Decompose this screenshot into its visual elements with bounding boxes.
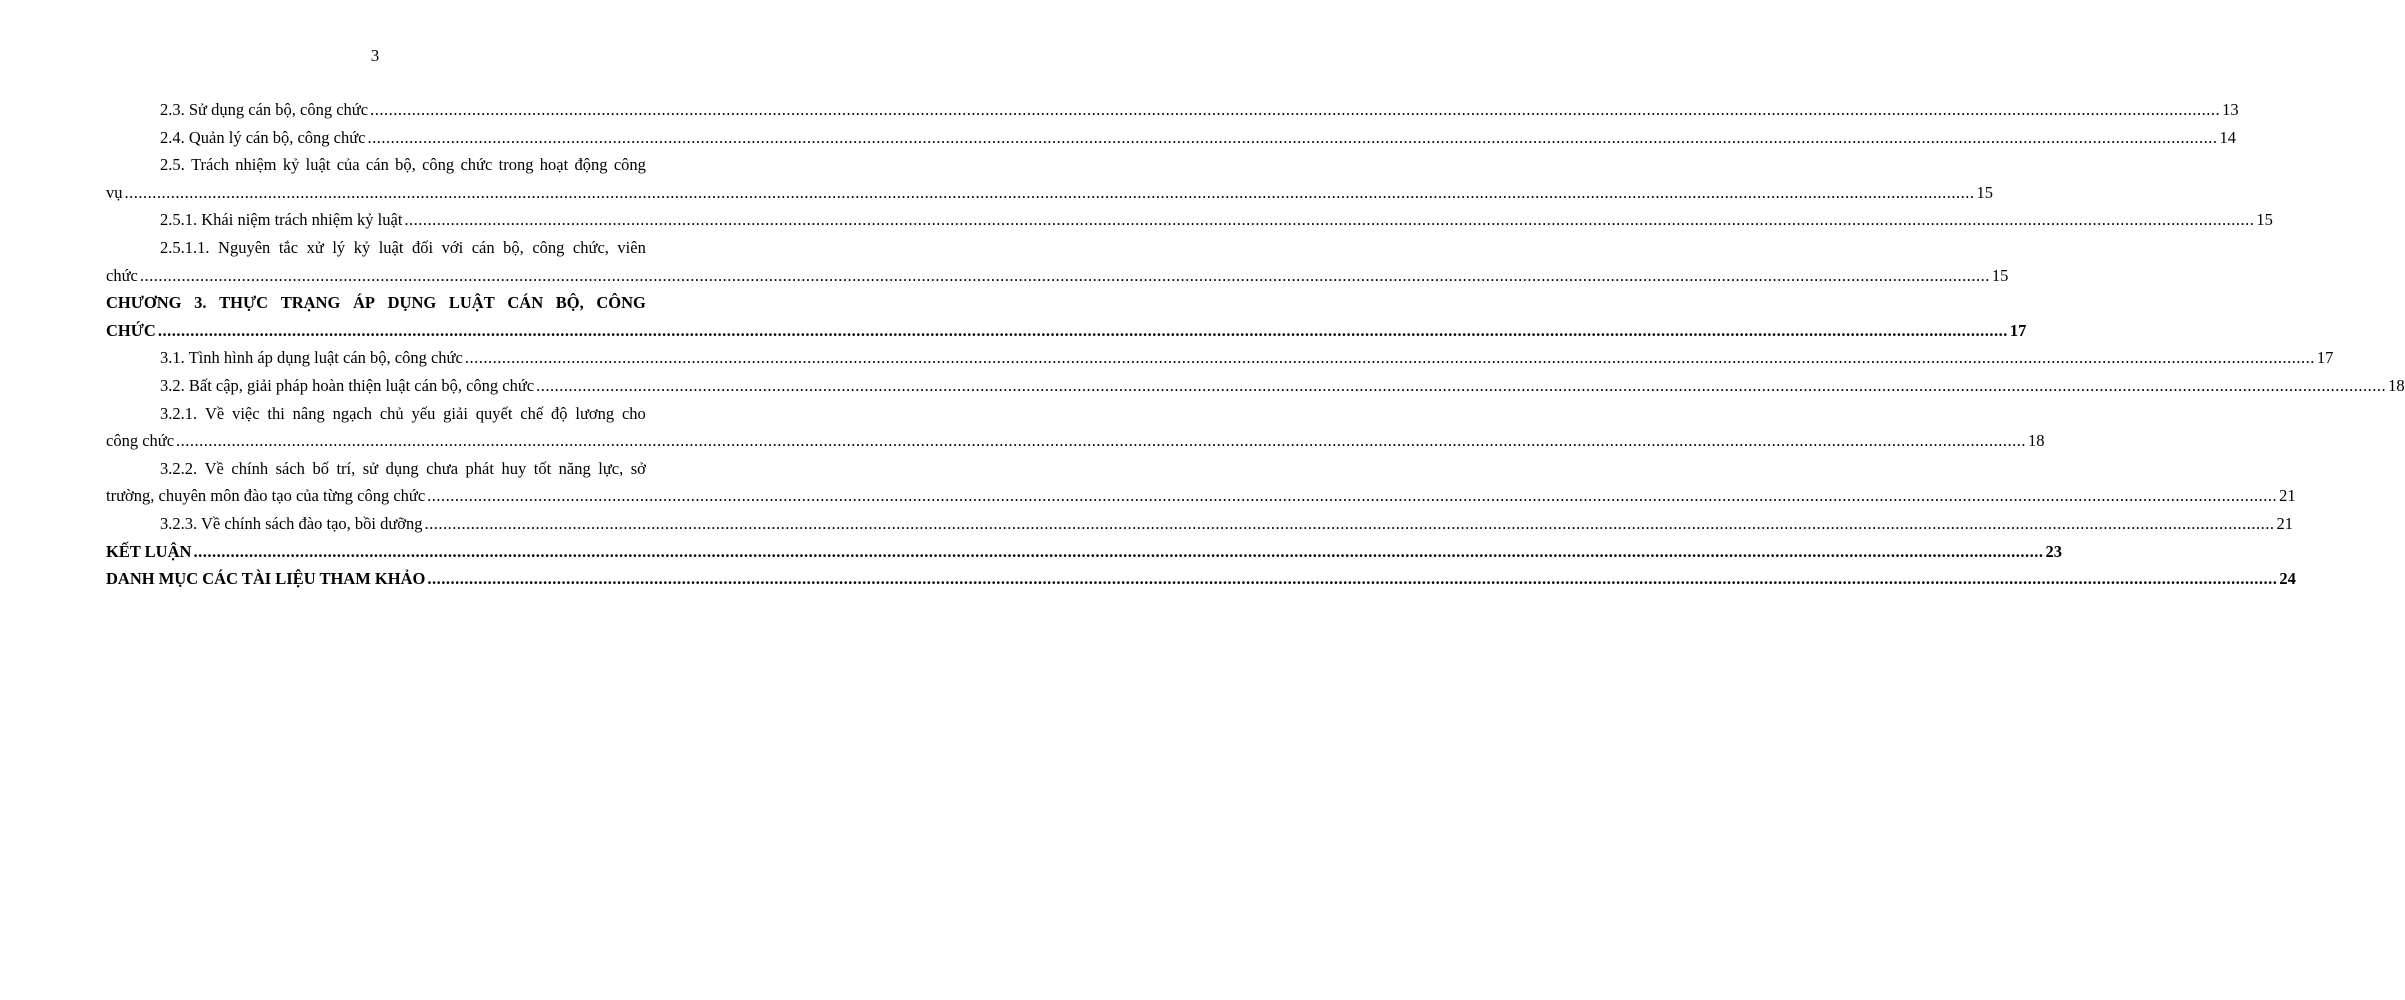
dot-leader: ................................................................................................................................................................................................................................................................................................................................................................................................................	[367, 127, 2218, 147]
toc-word: kỷ	[353, 237, 371, 257]
toc-word: 2.5.	[160, 155, 185, 175]
toc-word: LUẬT	[448, 293, 495, 313]
toc-entry-page: 18	[2028, 431, 2045, 451]
toc-entry-label-cont: công chức	[106, 431, 175, 451]
toc-entry-label: 3.2.3. Về chính sách đào tạo, bồi dưỡng	[160, 513, 423, 533]
dot-leader: ................................................................................................................................................................................................................................................................................................................................................................................................................	[464, 348, 2315, 368]
toc-word: hoạt	[539, 155, 569, 175]
toc-word: ngạch	[332, 403, 372, 423]
toc-entry-references[interactable]	[106, 565, 2296, 593]
toc-word: TRẠNG	[280, 293, 341, 313]
toc-entry-3-2-3[interactable]	[106, 510, 2294, 538]
toc-entry-label-cont: trường, chuyên môn đào tạo của từng công chức	[106, 486, 426, 506]
toc-word: sách	[275, 458, 305, 478]
toc-entry-3-2[interactable]	[106, 372, 2405, 400]
toc-entry-chapter-3[interactable]	[106, 289, 2027, 344]
toc-word: bố	[312, 458, 329, 478]
dot-leader: ................................................................................................................................................................................................................................................................................................................................................................................................................	[139, 265, 1990, 285]
toc-word: công	[613, 155, 646, 175]
toc-entry-page: 15	[1976, 182, 1993, 202]
toc-entry-conclusion[interactable]	[106, 538, 2062, 566]
toc-entry-page: 13	[2222, 100, 2239, 119]
toc-entry-3-2-1[interactable]	[106, 400, 2045, 455]
toc-word: yếu	[411, 403, 436, 423]
toc-word: CÔNG	[596, 293, 646, 313]
toc-word: cán	[471, 237, 495, 257]
toc-entry-page: 18	[2388, 375, 2405, 395]
toc-word: Về	[204, 403, 225, 423]
toc-word: bộ,	[395, 155, 416, 175]
toc-entry-page: 17	[2009, 320, 2027, 340]
toc-word: 2.5.1.1.	[160, 237, 210, 257]
toc-entry-label-cont: CHỨC	[106, 320, 156, 340]
toc-word: Về	[204, 458, 224, 478]
toc-entry-2-5-1-1[interactable]	[106, 234, 2009, 289]
toc-word: cho	[621, 403, 646, 423]
toc-word: năng	[558, 458, 591, 478]
toc-word: trí,	[336, 458, 356, 478]
toc-word: 3.2.1.	[160, 403, 198, 423]
toc-word: giải	[443, 403, 468, 423]
dot-leader: ................................................................................................................................................................................................................................................................................................................................................................................................................	[536, 375, 2387, 395]
toc-entry-3-2-2[interactable]	[106, 455, 2296, 510]
toc-entry-2-4[interactable]	[106, 124, 2237, 152]
dot-leader: ................................................................................................................................................................................................................................................................................................................................................................................................................	[157, 320, 2008, 340]
toc-word: luật	[378, 237, 404, 257]
justified-line	[106, 289, 646, 317]
dot-leader: ................................................................................................................................................................................................................................................................................................................................................................................................................	[427, 486, 2278, 506]
dot-leader: ................................................................................................................................................................................................................................................................................................................................................................................................................	[193, 541, 2044, 561]
justified-line	[106, 400, 646, 428]
toc-word: chính	[231, 458, 269, 478]
toc-entry-label-cont: chức	[106, 265, 138, 285]
toc-word: chưa	[426, 458, 459, 478]
toc-entry-page: 24	[2279, 569, 2296, 589]
dot-leader: ................................................................................................................................................................................................................................................................................................................................................................................................................	[424, 513, 2275, 533]
toc-word: phát	[465, 458, 494, 478]
toc-word: động	[574, 155, 608, 175]
toc-entry-3-1[interactable]	[106, 344, 2334, 372]
toc-entry-2-5[interactable]	[106, 151, 1993, 206]
toc-word: quyết	[475, 403, 513, 423]
toc-word: công	[532, 237, 565, 257]
toc-word: công	[422, 155, 455, 175]
toc-word: xử	[306, 237, 324, 257]
toc-word: THỰC	[219, 293, 269, 313]
toc-word: với	[441, 237, 464, 257]
toc-word: CÁN	[507, 293, 544, 313]
toc-word: lực,	[598, 458, 624, 478]
toc-word: luật	[305, 155, 331, 175]
dot-leader: ................................................................................................................................................................................................................................................................................................................................................................................................................	[176, 431, 2027, 451]
toc-entry-page: 21	[2276, 513, 2294, 533]
toc-entry-label: 2.4. Quản lý cán bộ, công chức	[160, 127, 366, 147]
toc-entry-page: 17	[2316, 348, 2334, 368]
toc-word: chức	[460, 155, 493, 175]
toc-entry-page: 23	[2045, 541, 2062, 561]
toc-entry-page: 15	[2256, 210, 2273, 230]
toc-word: nâng	[292, 403, 325, 423]
justified-line	[106, 234, 646, 262]
toc-word: cán	[365, 155, 389, 175]
toc-word: Nguyên	[218, 237, 271, 257]
toc-entry-page: 14	[2219, 127, 2237, 147]
toc-entry-label: KẾT LUẬN	[106, 541, 192, 561]
toc-word: 3.	[194, 293, 207, 313]
toc-entry-label: 3.2. Bất cập, giải pháp hoàn thiện luật cán bộ, công chức	[160, 375, 535, 395]
justified-line	[106, 455, 646, 483]
toc-word: DỤNG	[387, 293, 437, 313]
toc-word: độ	[551, 403, 568, 423]
toc-entry-page: 21	[2279, 486, 2296, 506]
toc-word: chủ	[379, 403, 404, 423]
toc-word: ÁP	[352, 293, 375, 313]
dot-leader: ................................................................................................................................................................................................................................................................................................................................................................................................................	[124, 182, 1975, 202]
toc-entry-2-3[interactable]	[106, 96, 2239, 124]
dot-leader: ................................................................................................................................................................................................................................................................................................................................................................................................................	[404, 210, 2255, 230]
toc-entry-label: 2.3. Sử dụng cán bộ, công chức	[160, 100, 369, 119]
toc-word: huy	[501, 458, 527, 478]
toc-entry-label: 3.1. Tình hình áp dụng luật cán bộ, công chức	[160, 348, 463, 368]
toc-word: thi	[267, 403, 285, 423]
toc-word: lý	[332, 237, 346, 257]
toc-word: trong	[498, 155, 534, 175]
toc-word: tốt	[533, 458, 552, 478]
toc-word: chế	[520, 403, 544, 423]
dot-leader: ................................................................................................................................................................................................................................................................................................................................................................................................................	[427, 569, 2278, 589]
toc-word: dụng	[385, 458, 419, 478]
toc-word: nhiệm	[235, 155, 277, 175]
toc-word: sở	[630, 458, 646, 478]
toc-word: của	[336, 155, 360, 175]
toc-word: lương	[575, 403, 615, 423]
toc-word: 3.2.2.	[160, 458, 198, 478]
table-of-contents	[106, 96, 2405, 593]
toc-word: chức,	[572, 237, 609, 257]
toc-word: kỷ	[282, 155, 300, 175]
toc-entry-label-cont: vụ	[106, 182, 123, 202]
toc-word: tắc	[278, 237, 299, 257]
toc-word: Trách	[191, 155, 229, 175]
toc-word: việc	[232, 403, 260, 423]
justified-line	[106, 151, 646, 179]
toc-entry-label: 2.5.1. Khái niệm trách nhiệm kỷ luật	[160, 210, 403, 230]
toc-word: đối	[412, 237, 434, 257]
toc-word: bộ,	[503, 237, 524, 257]
toc-word: CHƯƠNG	[106, 293, 182, 313]
page-number: 3	[370, 46, 380, 65]
toc-word: BỘ,	[555, 293, 584, 313]
dot-leader: ................................................................................................................................................................................................................................................................................................................................................................................................................	[370, 100, 2221, 119]
toc-entry-2-5-1[interactable]	[106, 206, 2273, 234]
toc-entry-page: 15	[1991, 265, 2009, 285]
toc-word: sử	[362, 458, 379, 478]
toc-word: viên	[617, 237, 646, 257]
toc-entry-label: DANH MỤC CÁC TÀI LIỆU THAM KHẢO	[106, 569, 426, 589]
